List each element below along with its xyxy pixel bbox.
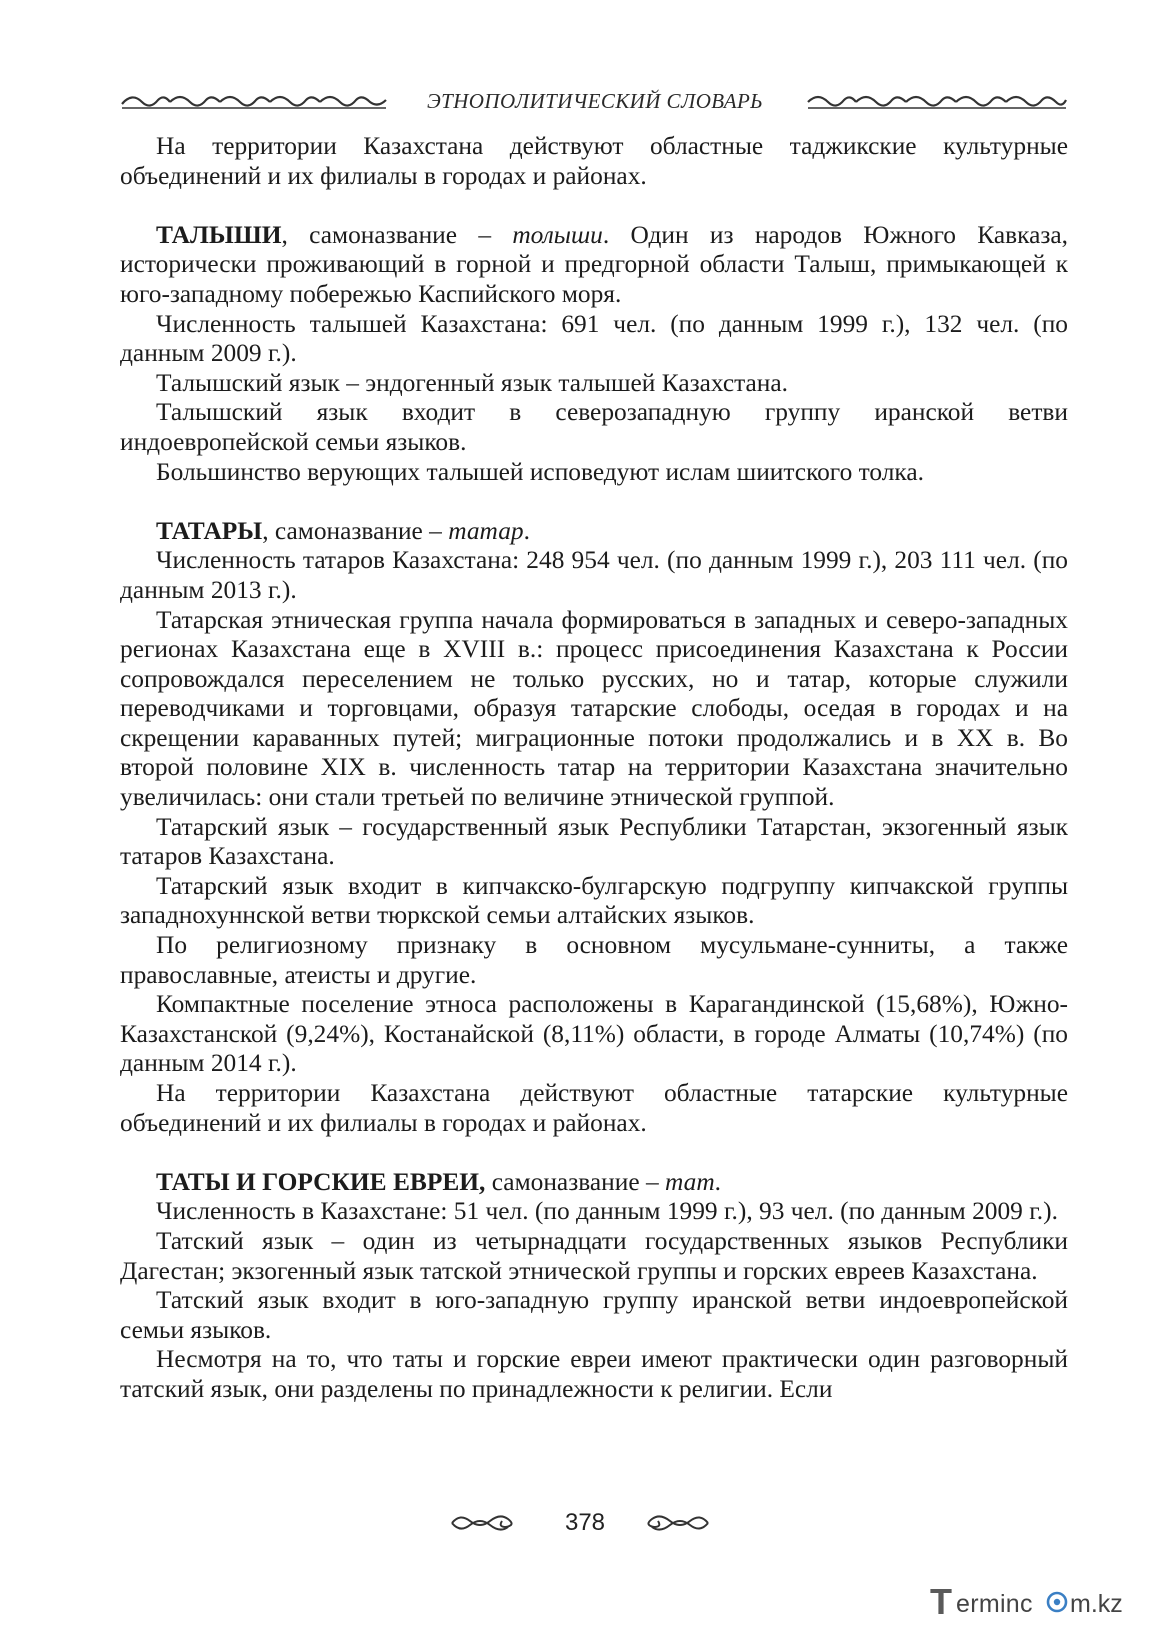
paragraph: Татарская этническая группа начала формироваться в западных и северо-западных регионах Казахстана еще в XVIII в.: процесс присоединения Казахстана к России сопровождался переселением не только русских, но и татар, которые служили переводчиками и торговцами, образуя татарские слободы, оседая в городах и на скрещении караванных путей; миграционные потоки продолжались и в XX в. Во второй половине XIX в. численность татар на территории Казахстана значительно увеличилась: они стали третьей по величине этнической группой. <box>120 605 1068 812</box>
entry-intro: , самоназвание – <box>281 220 513 249</box>
paragraph: Татарский язык входит в кипчакско-булгарскую подгруппу кипчакской группы западнохуннской ветви тюркской семьи алтайских языков. <box>120 871 1068 930</box>
running-header-title: ЭТНОПОЛИТИЧЕСКИЙ СЛОВАРЬ <box>427 89 763 113</box>
scroll-ornament-icon <box>120 90 388 112</box>
flourish-icon <box>450 1511 520 1535</box>
entry-term: ТАЛЫШИ <box>156 220 282 249</box>
entry-tatary-heading <box>120 517 1068 547</box>
entry-taty-heading <box>120 1168 1068 1198</box>
scroll-ornament-icon <box>806 90 1068 112</box>
entry-intro: . Один из народов Южного Кавказа, исторически проживающий в горной и предгорной области Талыш, примыкающей к юго-западному побережью Каспийского моря. <box>120 220 1068 308</box>
flourish-icon <box>640 1511 710 1535</box>
running-header <box>120 86 1068 116</box>
paragraph: Татский язык входит в юго-западную группу иранской ветви индоевропейской семьи языков. <box>120 1286 1068 1344</box>
entry-term: ТАТЫ И ГОРСКИЕ ЕВРЕИ, <box>156 1167 486 1196</box>
entry-intro: самоназвание – <box>485 1167 665 1196</box>
watermark-text: erminc <box>956 1590 1033 1618</box>
entry-selfname: тат <box>664 1167 715 1196</box>
entry-talyshi-heading <box>120 221 1068 310</box>
entry-selfname: толыши <box>512 220 603 249</box>
paragraph: Численность татаров Казахстана: 248 954 чел. (по данным 1999 г.), 203 111 чел. (по данным 2013 г.). <box>120 546 1068 604</box>
paragraph: Татский язык – один из четырнадцати государственных языков Республики Дагестан; экзогенный язык татской этнической группы и горских евреев Казахстана. <box>120 1226 1068 1285</box>
paragraph: Компактные поселение этноса расположены в Карагандинской (15,68%), Южно-Казахстанской (9,24%), Костанайской (8,11%) области, в городе Алматы (10,74%) (по данным 2014 г.). <box>120 990 1068 1078</box>
paragraph: Талышский язык – эндогенный язык талышей Казахстана. <box>156 368 789 397</box>
paragraph: Несмотря на то, что таты и горские евреи имеют практически один разговорный татский язык, они разделены по принадлежности к религии. Если <box>120 1345 1068 1403</box>
paragraph: Численность талышей Казахстана: 691 чел. (по данным 1999 г.), 132 чел. (по данным 2009 г.). <box>120 309 1068 368</box>
entry-intro: . <box>714 1167 722 1196</box>
watermark-domain: m.kz <box>1070 1590 1123 1618</box>
paragraph: Большинство верующих талышей исповедуют ислам шиитского толка. <box>156 457 924 486</box>
entry-intro: . <box>523 516 530 545</box>
paragraph: Талышский язык входит в северозападную группу иранской ветви индоевропейской семьи языков. <box>120 398 1068 456</box>
paragraph: На территории Казахстана действуют областные таджикские культурные объединений и их филиалы в городах и районах. <box>120 132 1068 190</box>
entry-intro: , самоназвание – <box>262 516 449 545</box>
paragraph: Татарский язык – государственный язык Республики Татарстан, экзогенный язык татаров Казахстана. <box>120 812 1068 871</box>
paragraph: На территории Казахстана действуют областные татарские культурные объединений и их филиалы в городах и районах. <box>120 1079 1068 1137</box>
site-watermark <box>930 1582 1130 1622</box>
entry-selfname: татар <box>448 516 524 545</box>
watermark-initial: T <box>930 1581 952 1622</box>
paragraph: Численность в Казахстане: 51 чел. (по данным 1999 г.), 93 чел. (по данным 2009 г.). <box>156 1197 1058 1226</box>
circle-logo-icon <box>1045 1588 1069 1614</box>
page-number: 378 <box>564 1509 606 1536</box>
page-body <box>120 132 1068 1405</box>
paragraph: По религиозному признаку в основном мусульмане-сунниты, а также православные, атеисты и другие. <box>120 931 1068 989</box>
entry-term: ТАТАРЫ <box>156 516 263 545</box>
page-footer <box>0 1508 1158 1538</box>
